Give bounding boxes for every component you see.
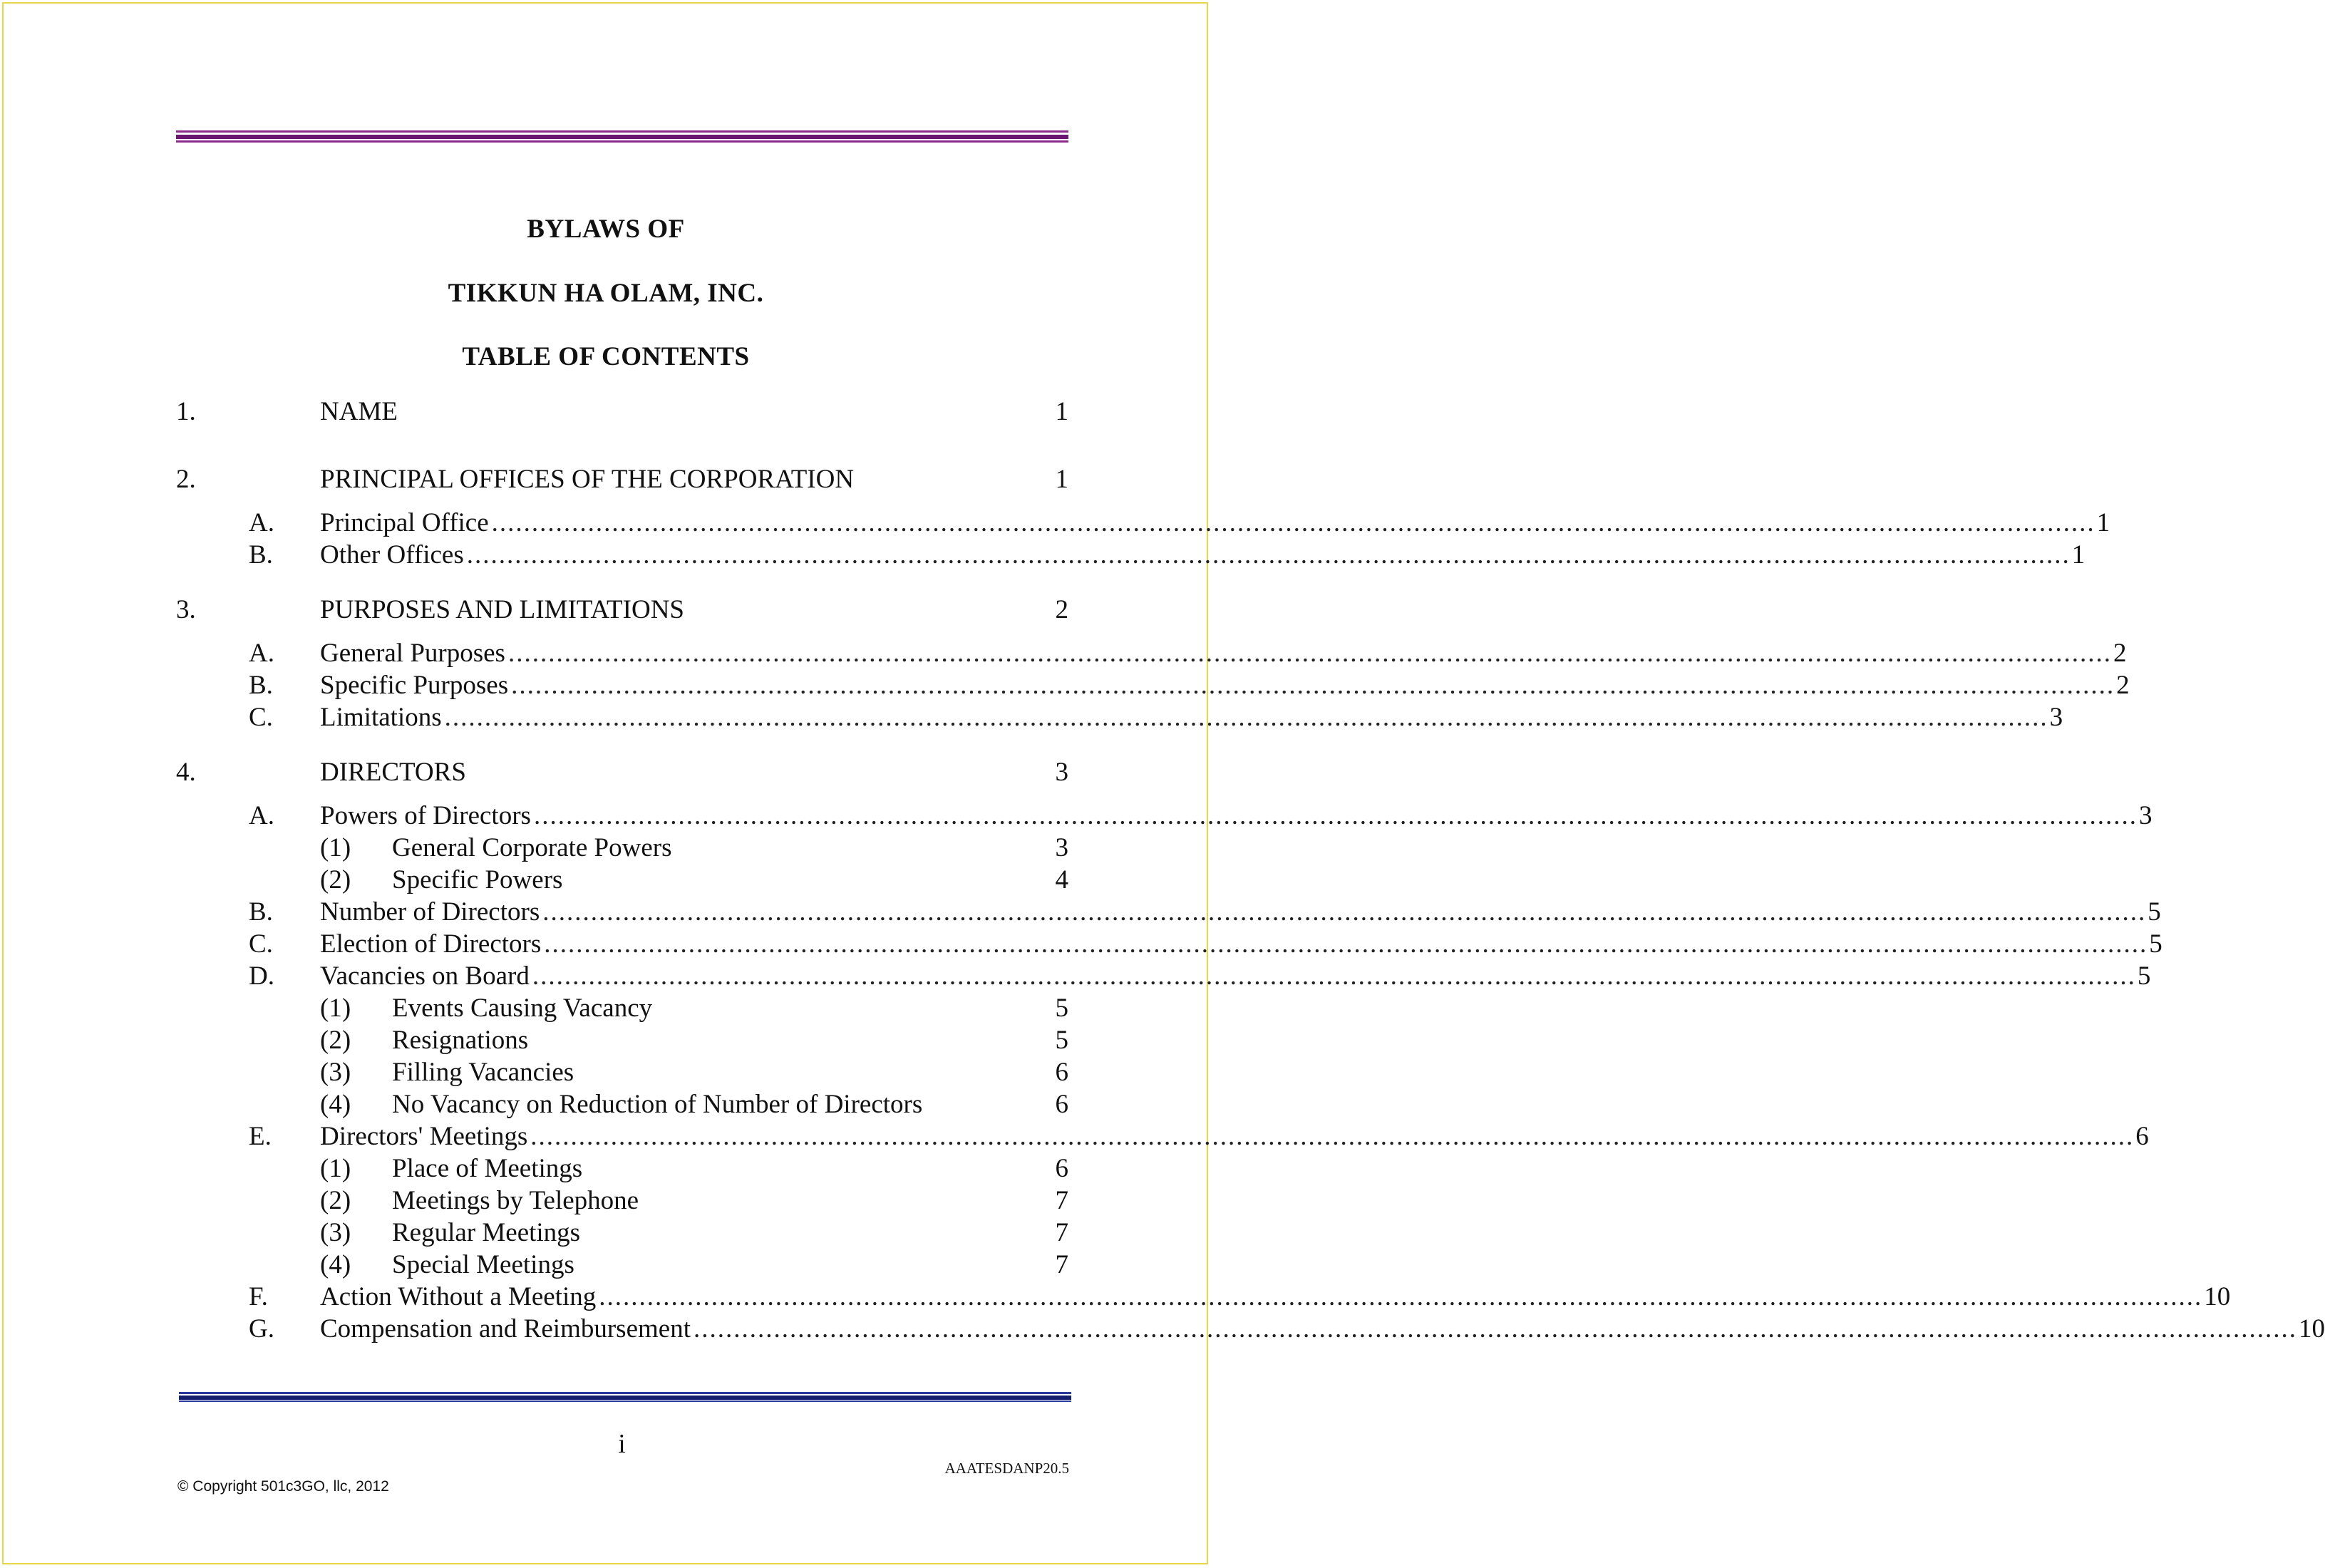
toc-entry-4g[interactable] [176, 1313, 2325, 1345]
section-title: DIRECTORS [320, 758, 466, 787]
toc-entry-3a[interactable] [176, 637, 2127, 669]
header-rule [176, 130, 1068, 143]
toc-entry-2a[interactable] [176, 507, 2110, 539]
page-ref: 2 [1055, 595, 1068, 624]
toc-subentry-4d4[interactable] [176, 1088, 1068, 1120]
toc-section-2[interactable] [176, 463, 1068, 495]
page-ref: 7 [1055, 1186, 1068, 1215]
subentry-number: (3) [320, 1058, 351, 1087]
toc-subentry-4d1[interactable] [176, 992, 1068, 1024]
toc-section-1[interactable] [176, 396, 1068, 428]
subentry-number: (4) [320, 1250, 351, 1279]
document-title: BYLAWS OF [527, 215, 685, 244]
dot-leader: ........................................................................................................................................................................................................ [533, 801, 2138, 830]
toc-entry-4d[interactable] [176, 960, 2151, 992]
dot-leader: ........................................................................................................................................................................................................ [693, 1314, 2297, 1343]
footer-rule [179, 1392, 1071, 1402]
toc-entry-3c[interactable] [176, 701, 2063, 733]
toc-entry-4f[interactable] [176, 1281, 2231, 1313]
toc-entry-2b[interactable] [176, 539, 2086, 571]
subentry-number: (3) [320, 1218, 351, 1247]
toc-entry-4e[interactable] [176, 1120, 2149, 1152]
toc-heading: TABLE OF CONTENTS [462, 342, 750, 371]
page-ref: 10 [2204, 1282, 2231, 1311]
subentry-title: Resignations [392, 1026, 529, 1055]
subentry-title: Events Causing Vacancy [392, 994, 653, 1023]
page-ref: 5 [2149, 929, 2162, 959]
dot-leader: ........................................................................................................................................................................................................ [507, 639, 2112, 668]
section-title: NAME [320, 397, 398, 426]
entry-letter: B. [249, 897, 273, 927]
entry-title: Limitations [320, 703, 442, 732]
toc-entry-4c[interactable] [176, 928, 2162, 960]
toc-section-3[interactable] [176, 594, 1068, 626]
entry-title: Action Without a Meeting [320, 1282, 597, 1311]
page-ref: 1 [2096, 508, 2110, 537]
subentry-title: No Vacancy on Reduction of Number of Directors [392, 1090, 923, 1119]
subentry-number: (2) [320, 1186, 351, 1215]
entry-title: Specific Purposes [320, 671, 509, 700]
toc-subentry-4d2[interactable] [176, 1024, 1068, 1056]
entry-letter: A. [249, 508, 274, 537]
page-ref: 10 [2298, 1314, 2325, 1343]
subentry-number: (1) [320, 994, 351, 1023]
dot-leader: ........................................................................................................................................................................................................ [532, 961, 2136, 991]
dot-leader: ........................................................................................................................................................................................................ [530, 1122, 2135, 1151]
dot-leader: ........................................................................................................................................................................................................ [511, 671, 2115, 700]
page-ref: 3 [2049, 703, 2063, 732]
page-ref: 3 [1055, 758, 1068, 787]
dot-leader: ........................................................................................................................................................................................................ [542, 897, 2147, 927]
page-ref: 2 [2113, 639, 2127, 668]
dot-leader: ........................................................................................................................................................................................................ [466, 540, 2071, 569]
subentry-title: Meetings by Telephone [392, 1186, 639, 1215]
section-title: PURPOSES AND LIMITATIONS [320, 595, 684, 624]
page-ref: 1 [1055, 465, 1068, 494]
entry-title: Directors' Meetings [320, 1122, 528, 1151]
page-ref: 3 [2138, 801, 2153, 830]
entry-letter: D. [249, 961, 274, 991]
entry-letter: C. [249, 703, 273, 732]
toc-subentry-4a2[interactable] [176, 864, 1068, 896]
dot-leader: ........................................................................................................................................................................................................ [491, 508, 2095, 537]
subentry-number: (2) [320, 865, 351, 894]
page-ref: 3 [1055, 833, 1068, 862]
toc-entry-4b[interactable] [176, 896, 2161, 928]
page-ref: 4 [1055, 865, 1068, 894]
toc-subentry-4e4[interactable] [176, 1249, 1068, 1281]
table-of-contents [176, 396, 2325, 1345]
subentry-title: Filling Vacancies [392, 1058, 574, 1087]
toc-entry-4a[interactable] [176, 800, 2153, 832]
toc-subentry-4e3[interactable] [176, 1217, 1068, 1249]
organization-name: TIKKUN HA OLAM, INC. [448, 279, 764, 308]
dot-leader: ........................................................................................................................................................................................................ [544, 929, 2148, 959]
entry-title: Compensation and Reimbursement [320, 1314, 691, 1343]
entry-title: Principal Office [320, 508, 489, 537]
dot-leader: ........................................................................................................................................................................................................ [444, 703, 2048, 732]
page-ref: 2 [2116, 671, 2130, 700]
section-number: 2. [176, 465, 196, 494]
entry-letter: E. [249, 1122, 272, 1151]
subentry-title: Specific Powers [392, 865, 563, 894]
page-ref: 6 [1055, 1090, 1068, 1119]
subentry-number: (1) [320, 1154, 351, 1183]
page-ref: 7 [1055, 1250, 1068, 1279]
section-number: 1. [176, 397, 196, 426]
page-ref: 6 [1055, 1058, 1068, 1087]
entry-title: Vacancies on Board [320, 961, 530, 991]
page-ref: 6 [1055, 1154, 1068, 1183]
copyright-notice: © Copyright 501c3GO, llc, 2012 [177, 1478, 389, 1495]
subentry-title: General Corporate Powers [392, 833, 672, 862]
subentry-title: Regular Meetings [392, 1218, 581, 1247]
page-ref: 1 [2071, 540, 2086, 569]
subentry-title: Place of Meetings [392, 1154, 583, 1183]
entry-letter: B. [249, 540, 273, 569]
page-ref: 5 [1055, 1026, 1068, 1055]
section-number: 4. [176, 758, 196, 787]
page-ref: 5 [2148, 897, 2161, 927]
entry-letter: A. [249, 801, 274, 830]
page-ref: 5 [1055, 994, 1068, 1023]
entry-letter: F. [249, 1282, 268, 1311]
toc-subentry-4e2[interactable] [176, 1185, 1068, 1217]
section-number: 3. [176, 595, 196, 624]
entry-title: Election of Directors [320, 929, 542, 959]
toc-entry-3b[interactable] [176, 669, 2130, 701]
subentry-number: (4) [320, 1090, 351, 1119]
section-title: PRINCIPAL OFFICES OF THE CORPORATION [320, 465, 855, 494]
page-ref: 1 [1055, 397, 1068, 426]
document-id: AAATESDANP20.5 [944, 1460, 1069, 1477]
toc-section-4[interactable] [176, 756, 1068, 788]
page-number: i [618, 1429, 626, 1459]
subentry-title: Special Meetings [392, 1250, 574, 1279]
toc-subentry-4d3[interactable] [176, 1056, 1068, 1088]
entry-letter: G. [249, 1314, 274, 1343]
entry-title: Number of Directors [320, 897, 540, 927]
subentry-number: (1) [320, 833, 351, 862]
subentry-number: (2) [320, 1026, 351, 1055]
entry-title: Powers of Directors [320, 801, 531, 830]
entry-title: Other Offices [320, 540, 464, 569]
toc-subentry-4e1[interactable] [176, 1152, 1068, 1185]
page-ref: 6 [2135, 1122, 2149, 1151]
page-ref: 7 [1055, 1218, 1068, 1247]
entry-letter: A. [249, 639, 274, 668]
toc-subentry-4a1[interactable] [176, 832, 1068, 864]
page-ref: 5 [2137, 961, 2151, 991]
entry-letter: B. [249, 671, 273, 700]
dot-leader: ........................................................................................................................................................................................................ [599, 1282, 2203, 1311]
entry-letter: C. [249, 929, 273, 959]
entry-title: General Purposes [320, 639, 505, 668]
